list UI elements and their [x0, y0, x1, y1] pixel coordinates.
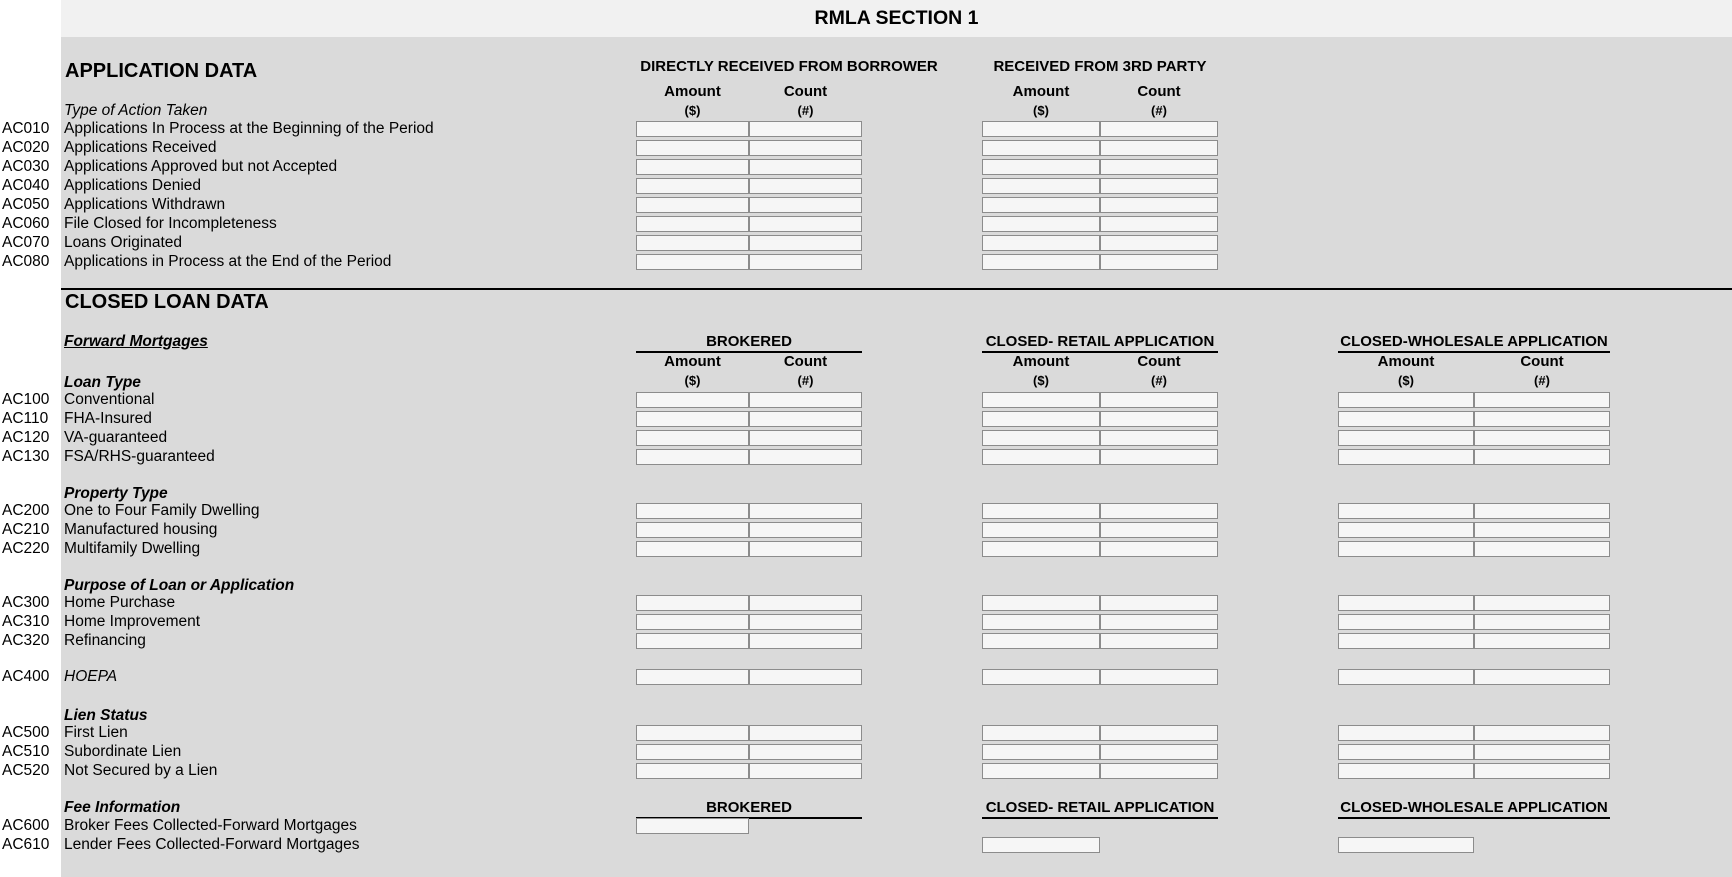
- input-cell[interactable]: [749, 725, 862, 741]
- row-code: AC510: [2, 743, 50, 760]
- input-cell[interactable]: [1100, 669, 1218, 685]
- row-label: Applications Denied: [64, 177, 202, 194]
- input-cell[interactable]: [749, 541, 862, 557]
- input-cell[interactable]: [1338, 392, 1474, 408]
- loan-type-heading: Loan Type: [64, 374, 141, 391]
- input-cell[interactable]: [636, 725, 749, 741]
- wholesale-amount-unit: ($): [1398, 373, 1414, 388]
- input-cell[interactable]: [749, 392, 862, 408]
- row-label: Home Purchase: [64, 594, 176, 611]
- retail-fee-input[interactable]: [982, 837, 1100, 853]
- input-cell[interactable]: [982, 254, 1100, 270]
- forward-mortgages-label: Forward Mortgages: [64, 333, 208, 350]
- input-cell[interactable]: [749, 178, 862, 194]
- row-code: AC010: [2, 120, 50, 137]
- row-label: Applications Received: [64, 139, 217, 156]
- retail-amount-unit: ($): [1033, 373, 1049, 388]
- fees-wholesale-header: CLOSED-WHOLESALE APPLICATION: [1338, 799, 1610, 819]
- input-cell[interactable]: [1338, 595, 1474, 611]
- input-cell[interactable]: [1474, 392, 1610, 408]
- input-cell[interactable]: [1474, 541, 1610, 557]
- input-cell[interactable]: [982, 541, 1100, 557]
- input-cell[interactable]: [982, 449, 1100, 465]
- direct-amount-label: Amount: [664, 83, 721, 100]
- input-cell[interactable]: [1474, 430, 1610, 446]
- input-cell[interactable]: [636, 197, 749, 213]
- row-label: Manufactured housing: [64, 521, 218, 538]
- input-cell[interactable]: [749, 633, 862, 649]
- group-retail-header: CLOSED- RETAIL APPLICATION: [982, 333, 1218, 353]
- input-cell[interactable]: [636, 411, 749, 427]
- input-cell[interactable]: [636, 522, 749, 538]
- row-code: AC050: [2, 196, 50, 213]
- input-cell[interactable]: [1474, 595, 1610, 611]
- input-cell[interactable]: [749, 669, 862, 685]
- input-cell[interactable]: [982, 725, 1100, 741]
- retail-count-label: Count: [1137, 353, 1181, 370]
- input-cell[interactable]: [636, 254, 749, 270]
- input-cell[interactable]: [1100, 216, 1218, 232]
- third-count-label: Count: [1137, 83, 1181, 100]
- row-code: AC220: [2, 540, 50, 557]
- input-cell[interactable]: [1338, 503, 1474, 519]
- input-cell[interactable]: [749, 197, 862, 213]
- input-cell[interactable]: [1100, 411, 1218, 427]
- input-cell[interactable]: [1100, 633, 1218, 649]
- input-cell[interactable]: [1100, 449, 1218, 465]
- row-label: Refinancing: [64, 632, 146, 649]
- input-cell[interactable]: [982, 744, 1100, 760]
- input-cell[interactable]: [749, 216, 862, 232]
- fees-brokered-header: BROKERED: [636, 799, 862, 819]
- input-cell[interactable]: [749, 763, 862, 779]
- row-code: AC520: [2, 762, 50, 779]
- row-label: FSA/RHS-guaranteed: [64, 448, 215, 465]
- fees-retail-header: CLOSED- RETAIL APPLICATION: [982, 799, 1218, 819]
- input-cell[interactable]: [1100, 503, 1218, 519]
- input-cell[interactable]: [982, 159, 1100, 175]
- input-cell[interactable]: [749, 595, 862, 611]
- input-cell[interactable]: [749, 159, 862, 175]
- input-cell[interactable]: [749, 235, 862, 251]
- input-cell[interactable]: [636, 140, 749, 156]
- group-brokered-header: BROKERED: [636, 333, 862, 353]
- row-label: Applications Withdrawn: [64, 196, 226, 213]
- row-label: Multifamily Dwelling: [64, 540, 201, 557]
- input-cell[interactable]: [749, 140, 862, 156]
- retail-amount-label: Amount: [1012, 353, 1070, 370]
- page-title: RMLA SECTION 1: [814, 7, 979, 29]
- input-cell[interactable]: [1100, 178, 1218, 194]
- input-cell[interactable]: [636, 178, 749, 194]
- input-cell[interactable]: [636, 235, 749, 251]
- wholesale-count-unit: (#): [1534, 373, 1550, 388]
- row-code: AC320: [2, 632, 50, 649]
- input-cell[interactable]: [982, 140, 1100, 156]
- input-cell[interactable]: [749, 411, 862, 427]
- input-cell[interactable]: [1100, 522, 1218, 538]
- purpose-heading: Purpose of Loan or Application: [64, 577, 295, 594]
- input-cell[interactable]: [1338, 541, 1474, 557]
- input-cell[interactable]: [1338, 633, 1474, 649]
- input-cell[interactable]: [982, 216, 1100, 232]
- row-code: AC120: [2, 429, 50, 446]
- lien-status-heading: Lien Status: [64, 707, 148, 724]
- input-cell[interactable]: [1338, 725, 1474, 741]
- input-cell[interactable]: [749, 614, 862, 630]
- input-cell[interactable]: [749, 522, 862, 538]
- input-cell[interactable]: [1338, 669, 1474, 685]
- row-label: FHA-Insured: [64, 410, 152, 427]
- direct-count-label: Count: [783, 83, 828, 100]
- direct-count-unit: (#): [797, 103, 814, 118]
- closed-loan-heading: CLOSED LOAN DATA: [65, 291, 269, 313]
- input-cell[interactable]: [636, 595, 749, 611]
- input-cell[interactable]: [636, 159, 749, 175]
- row-label: Loans Originated: [64, 234, 183, 251]
- input-cell[interactable]: [1100, 392, 1218, 408]
- row-code: AC610: [2, 836, 50, 853]
- input-cell[interactable]: [1338, 614, 1474, 630]
- brokered-amount-label: Amount: [664, 353, 721, 370]
- input-cell[interactable]: [1338, 430, 1474, 446]
- input-cell[interactable]: [1100, 614, 1218, 630]
- row-code: AC100: [2, 391, 50, 408]
- row-code: AC300: [2, 594, 50, 611]
- row-code: AC110: [2, 410, 49, 427]
- input-cell[interactable]: [636, 541, 749, 557]
- input-cell[interactable]: [982, 595, 1100, 611]
- input-cell[interactable]: [1474, 449, 1610, 465]
- hoepa-label: HOEPA: [64, 668, 118, 685]
- brokered-count-label: Count: [783, 353, 828, 370]
- input-cell[interactable]: [1474, 744, 1610, 760]
- group-wholesale-header: CLOSED-WHOLESALE APPLICATION: [1338, 333, 1610, 353]
- wholesale-count-label: Count: [1520, 353, 1564, 370]
- input-cell[interactable]: [749, 121, 862, 137]
- row-code: AC060: [2, 215, 50, 232]
- third-amount-label: Amount: [1012, 83, 1070, 100]
- input-cell[interactable]: [1474, 763, 1610, 779]
- input-cell[interactable]: [982, 178, 1100, 194]
- row-label: Subordinate Lien: [64, 743, 182, 760]
- input-cell[interactable]: [636, 744, 749, 760]
- input-cell[interactable]: [982, 614, 1100, 630]
- input-cell[interactable]: [982, 430, 1100, 446]
- broker-fee-input[interactable]: [636, 818, 749, 834]
- row-label: Not Secured by a Lien: [64, 762, 218, 779]
- row-code: AC080: [2, 253, 50, 270]
- input-cell[interactable]: [1100, 763, 1218, 779]
- direct-amount-unit: ($): [684, 103, 701, 118]
- input-cell[interactable]: [982, 411, 1100, 427]
- row-code: AC030: [2, 158, 50, 175]
- input-cell[interactable]: [1100, 235, 1218, 251]
- input-cell[interactable]: [982, 121, 1100, 137]
- application-heading: APPLICATION DATA: [65, 60, 258, 82]
- row-label: Applications Approved but not Accepted: [64, 158, 338, 175]
- input-cell[interactable]: [982, 669, 1100, 685]
- wholesale-fee-input[interactable]: [1338, 837, 1474, 853]
- fee-information-heading: Fee Information: [64, 799, 181, 816]
- retail-count-unit: (#): [1151, 373, 1167, 388]
- input-cell[interactable]: [1474, 503, 1610, 519]
- row-code: AC020: [2, 139, 50, 156]
- wholesale-amount-label: Amount: [1377, 353, 1435, 370]
- input-cell[interactable]: [749, 430, 862, 446]
- input-cell[interactable]: [1100, 725, 1218, 741]
- section-divider: [61, 288, 1732, 290]
- input-cell[interactable]: [749, 503, 862, 519]
- input-cell[interactable]: [982, 522, 1100, 538]
- row-code: AC310: [2, 613, 50, 630]
- row-code: AC210: [2, 521, 50, 538]
- input-cell[interactable]: [982, 763, 1100, 779]
- input-cell[interactable]: [636, 430, 749, 446]
- input-cell[interactable]: [1100, 254, 1218, 270]
- input-cell[interactable]: [982, 503, 1100, 519]
- row-label: First Lien: [64, 724, 128, 741]
- input-cell[interactable]: [1338, 744, 1474, 760]
- brokered-count-unit: (#): [797, 373, 814, 388]
- row-label: Broker Fees Collected-Forward Mortgages: [64, 817, 357, 834]
- row-label: Applications in Process at the End of the Period: [64, 253, 392, 270]
- row-label: One to Four Family Dwelling: [64, 502, 260, 519]
- input-cell[interactable]: [636, 392, 749, 408]
- property-type-heading: Property Type: [64, 485, 168, 502]
- input-cell[interactable]: [749, 254, 862, 270]
- input-cell[interactable]: [982, 392, 1100, 408]
- input-cell[interactable]: [636, 763, 749, 779]
- row-label: Conventional: [64, 391, 155, 408]
- input-cell[interactable]: [1338, 449, 1474, 465]
- input-cell[interactable]: [636, 669, 749, 685]
- row-label: Applications In Process at the Beginning of the Period: [64, 120, 434, 137]
- input-cell[interactable]: [982, 633, 1100, 649]
- input-cell[interactable]: [1100, 159, 1218, 175]
- group-direct-header: DIRECTLY RECEIVED FROM BORROWER: [640, 58, 938, 75]
- input-cell[interactable]: [749, 744, 862, 760]
- input-cell[interactable]: [636, 614, 749, 630]
- input-cell[interactable]: [749, 449, 862, 465]
- input-cell[interactable]: [1100, 541, 1218, 557]
- input-cell[interactable]: [636, 633, 749, 649]
- row-label: VA-guaranteed: [64, 429, 168, 446]
- input-cell[interactable]: [982, 197, 1100, 213]
- input-cell[interactable]: [1474, 669, 1610, 685]
- input-cell[interactable]: [1474, 725, 1610, 741]
- brokered-amount-unit: ($): [684, 373, 701, 388]
- input-cell[interactable]: [1474, 522, 1610, 538]
- input-cell[interactable]: [636, 503, 749, 519]
- input-cell[interactable]: [1338, 763, 1474, 779]
- input-cell[interactable]: [1338, 522, 1474, 538]
- input-cell[interactable]: [982, 235, 1100, 251]
- input-cell[interactable]: [636, 121, 749, 137]
- row-code: AC400: [2, 668, 50, 685]
- row-code: AC500: [2, 724, 50, 741]
- input-cell[interactable]: [636, 449, 749, 465]
- input-cell[interactable]: [1100, 121, 1218, 137]
- row-code: AC600: [2, 817, 50, 834]
- row-label: Lender Fees Collected-Forward Mortgages: [64, 836, 360, 853]
- input-cell[interactable]: [1474, 411, 1610, 427]
- type-of-action-heading: Type of Action Taken: [64, 102, 208, 119]
- input-cell[interactable]: [1100, 744, 1218, 760]
- input-cell[interactable]: [1474, 633, 1610, 649]
- third-amount-unit: ($): [1033, 103, 1049, 118]
- input-cell[interactable]: [636, 216, 749, 232]
- row-code: AC040: [2, 177, 50, 194]
- row-label: File Closed for Incompleteness: [64, 215, 277, 232]
- third-count-unit: (#): [1151, 103, 1167, 118]
- row-code: AC130: [2, 448, 50, 465]
- row-label: Home Improvement: [64, 613, 201, 630]
- row-code: AC200: [2, 502, 50, 519]
- row-code: AC070: [2, 234, 50, 251]
- input-cell[interactable]: [1100, 595, 1218, 611]
- input-cell[interactable]: [1100, 140, 1218, 156]
- input-cell[interactable]: [1100, 197, 1218, 213]
- group-third-party-header: RECEIVED FROM 3RD PARTY: [993, 58, 1207, 75]
- input-cell[interactable]: [1100, 430, 1218, 446]
- input-cell[interactable]: [1338, 411, 1474, 427]
- input-cell[interactable]: [1474, 614, 1610, 630]
